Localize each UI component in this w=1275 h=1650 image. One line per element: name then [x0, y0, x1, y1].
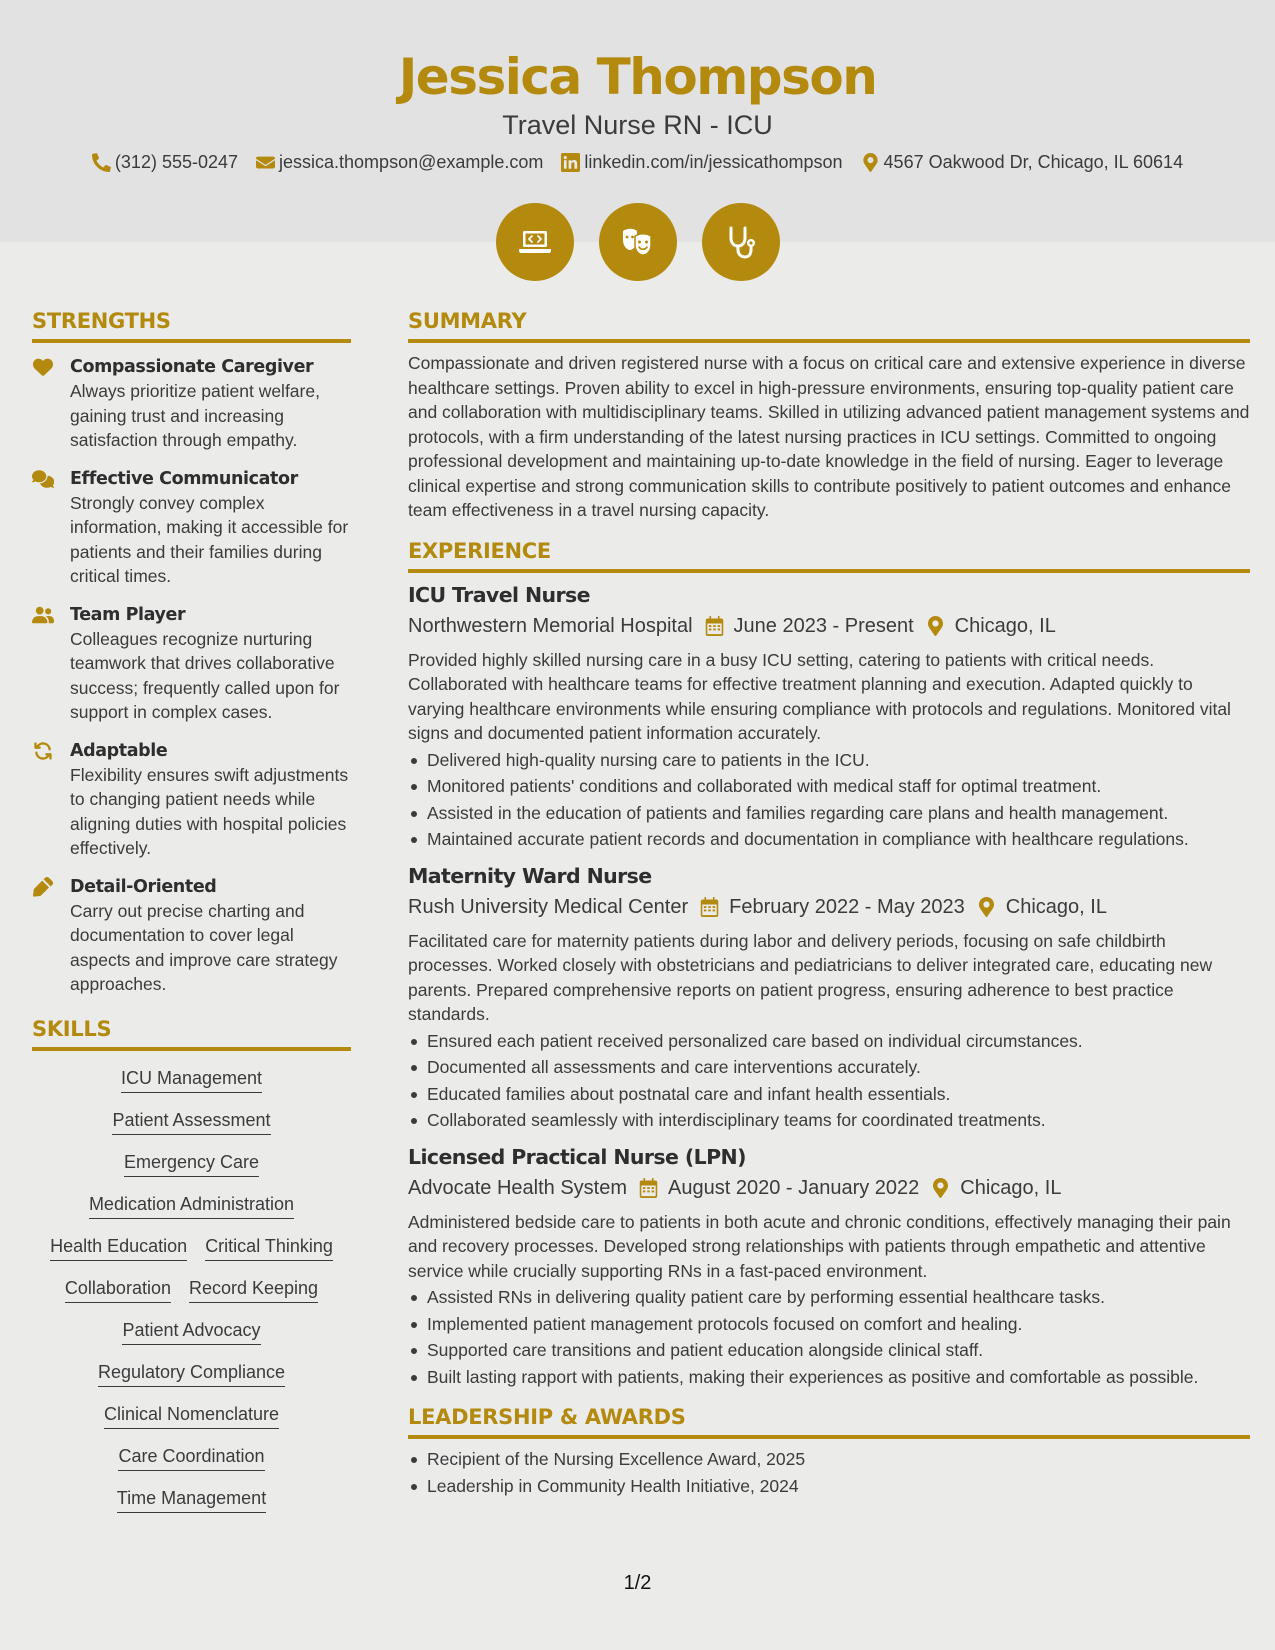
job-description: Provided highly skilled nursing care in a busy ICU setting, catering to patients with critical needs. Collaborated with healthcare teams for effective treatment planning and execution. Adapted quickly to varying healthcare environments while ensuring compliance with protocols and regulations. Monitored vital signs and documented patient information accurately. — [408, 649, 1231, 743]
list-item: Collaborated seamlessly with interdisciplinary teams for coordinated treatments. — [408, 1108, 1250, 1133]
job-title: Maternity Ward Nurse — [408, 863, 652, 888]
strength-item — [32, 739, 351, 861]
left-column — [32, 309, 351, 1529]
list-item: Maintained accurate patient records and documentation in compliance with healthcare regulations. — [408, 827, 1250, 852]
job-description: Administered bedside care to patients in both acute and chronic conditions, effectively managing their pain and recovery processes. Developed strong relationships with patients through empathetic and attentive service while crucially supporting RNs in a fast-paced environment. — [408, 1211, 1231, 1281]
strength-description: Colleagues recognize nurturing teamwork that drives collaborative success; frequently called upon for support in complex cases. — [70, 628, 340, 722]
skill-tag: Patient Advocacy — [122, 1319, 260, 1345]
laptop-code-icon — [496, 203, 574, 281]
list-item: Built lasting rapport with patients, making their experiences as positive and comfortable as possible. — [408, 1365, 1250, 1390]
heart-icon — [32, 355, 70, 453]
job-title: ICU Travel Nurse — [408, 582, 590, 607]
skill-tag: Regulatory Compliance — [98, 1361, 285, 1387]
summary-text: Compassionate and driven registered nurse with a focus on critical care and extensive experience in diverse healthcare settings. Proven ability to excel in high-pressure environments, ensuring top-quality patient care and collaboration with multidisciplinary teams. Skilled in utilizing advanced patient management systems and protocols, with a firm understanding of the latest nursing practices in ICU settings. Committed to ongoing professional development and maintaining up-to-date knowledge in the field of nursing. Eager to leverage clinical expertise and strong communication skills to contribute positively to patient outcomes and enhance team effectiveness in a travel nursing capacity. — [408, 353, 1250, 520]
job-entry — [408, 1143, 1250, 1390]
job-bullets — [408, 1029, 1250, 1133]
skill-tag: Collaboration — [65, 1277, 171, 1303]
skill-tag: Health Education — [50, 1235, 187, 1261]
job-employer: Rush University Medical Center — [408, 895, 689, 918]
skill-tag: Time Management — [117, 1487, 266, 1513]
contact-linkedin — [561, 152, 842, 173]
strength-item — [32, 467, 351, 589]
candidate-name: Jessica Thompson — [398, 48, 877, 106]
skill-tag: Medication Administration — [89, 1193, 294, 1219]
awards-list — [408, 1447, 1250, 1498]
calendar-icon — [639, 1178, 658, 1198]
job-description: Facilitated care for maternity patients during labor and delivery periods, focusing on safe childbirth processes. Worked closely with obstetricians and pediatricians to deliver integrated care, educating new parents. Prepared comprehensive reports on patient progress, ensuring adherence to best practice standards. — [408, 930, 1213, 1024]
awards-heading: LEADERSHIP & AWARDS — [408, 1405, 1250, 1439]
stethoscope-icon — [702, 203, 780, 281]
strength-name: Detail-Oriented — [70, 876, 217, 897]
contact-email — [256, 152, 543, 173]
linkedin-icon — [561, 153, 580, 172]
contact-phone — [92, 152, 238, 173]
job-meta — [408, 893, 1250, 921]
skill-tag: ICU Management — [121, 1067, 262, 1093]
phone-icon — [92, 153, 111, 172]
strengths-heading: STRENGTHS — [32, 309, 351, 343]
right-column — [408, 309, 1250, 1498]
contact-address-text: 4567 Oakwood Dr, Chicago, IL 60614 — [883, 152, 1184, 172]
job-employer: Northwestern Memorial Hospital — [408, 614, 693, 637]
skill-tag: Emergency Care — [124, 1151, 259, 1177]
job-meta — [408, 1174, 1250, 1202]
list-item: Monitored patients' conditions and collaborated with medical staff for optimal treatment. — [408, 774, 1250, 799]
page-number: 1/2 — [623, 1572, 652, 1594]
list-item: Assisted RNs in delivering quality patient care by performing essential healthcare tasks. — [408, 1285, 1250, 1310]
candidate-title: Travel Nurse RN - ICU — [502, 110, 773, 140]
contact-phone-text[interactable]: (312) 555-0247 — [114, 152, 239, 172]
map-pin-icon — [926, 616, 945, 636]
job-bullets — [408, 1285, 1250, 1389]
list-item: Ensured each patient received personalized care based on individual circumstances. — [408, 1029, 1250, 1054]
map-pin-icon — [977, 897, 996, 917]
strength-item — [32, 875, 351, 997]
job-dates: August 2020 - January 2022 — [668, 1176, 920, 1199]
calendar-icon — [700, 897, 719, 917]
list-item: Leadership in Community Health Initiative, 2024 — [408, 1474, 1250, 1499]
comments-icon — [32, 467, 70, 589]
job-dates: February 2022 - May 2023 — [729, 895, 965, 918]
users-icon — [32, 603, 70, 725]
pencil-icon — [32, 875, 70, 997]
list-item: Supported care transitions and patient education alongside clinical staff. — [408, 1338, 1250, 1363]
list-item: Documented all assessments and care interventions accurately. — [408, 1055, 1250, 1080]
strength-name: Adaptable — [70, 740, 168, 761]
job-meta — [408, 612, 1250, 640]
contact-address — [861, 152, 1184, 173]
list-item: Educated families about postnatal care and infant health essentials. — [408, 1082, 1250, 1107]
theater-masks-icon — [599, 203, 677, 281]
contact-linkedin-text[interactable]: linkedin.com/in/jessicathompson — [584, 152, 843, 172]
skill-tag: Critical Thinking — [205, 1235, 333, 1261]
strength-item — [32, 355, 351, 453]
strength-description: Flexibility ensures swift adjustments to changing patient needs while aligning duties with hospital policies effectively. — [70, 764, 349, 858]
job-entry — [408, 581, 1250, 852]
job-location: Chicago, IL — [1005, 895, 1107, 918]
contact-email-text[interactable]: jessica.thompson@example.com — [279, 152, 544, 172]
contact-bar — [0, 152, 1275, 173]
job-location: Chicago, IL — [960, 1176, 1062, 1199]
badge-row — [0, 203, 1275, 281]
list-item: Delivered high-quality nursing care to patients in the ICU. — [408, 748, 1250, 773]
strength-name: Effective Communicator — [70, 468, 298, 489]
strength-name: Team Player — [70, 604, 186, 625]
summary-heading: SUMMARY — [408, 309, 1250, 343]
skill-tag: Patient Assessment — [112, 1109, 270, 1135]
strength-description: Carry out precise charting and documentation to cover legal aspects and improve care strategy approaches. — [70, 900, 338, 994]
map-pin-icon — [861, 153, 880, 172]
list-item: Implemented patient management protocols focused on comfort and healing. — [408, 1312, 1250, 1337]
skill-tag: Record Keeping — [189, 1277, 318, 1303]
job-location: Chicago, IL — [954, 614, 1056, 637]
job-entry — [408, 862, 1250, 1133]
sync-icon — [32, 739, 70, 861]
skill-tag: Care Coordination — [118, 1445, 264, 1471]
experience-heading: EXPERIENCE — [408, 539, 1250, 573]
skill-tag: Clinical Nomenclature — [104, 1403, 279, 1429]
envelope-icon — [256, 153, 275, 172]
list-item: Assisted in the education of patients and families regarding care plans and health management. — [408, 801, 1250, 826]
strength-item — [32, 603, 351, 725]
list-item: Recipient of the Nursing Excellence Award, 2025 — [408, 1447, 1250, 1472]
job-employer: Advocate Health System — [408, 1176, 627, 1199]
job-bullets — [408, 748, 1250, 852]
job-dates: June 2023 - Present — [733, 614, 914, 637]
map-pin-icon — [931, 1178, 950, 1198]
skills-list — [32, 1067, 351, 1529]
strength-name: Compassionate Caregiver — [70, 357, 314, 377]
job-title: Licensed Practical Nurse (LPN) — [408, 1144, 746, 1169]
skills-heading: SKILLS — [32, 1017, 351, 1051]
strength-description: Strongly convey complex information, making it accessible for patients and their families during critical times. — [70, 492, 349, 586]
strength-description: Always prioritize patient welfare, gaining trust and increasing satisfaction through empathy. — [70, 381, 320, 450]
calendar-icon — [705, 616, 724, 636]
